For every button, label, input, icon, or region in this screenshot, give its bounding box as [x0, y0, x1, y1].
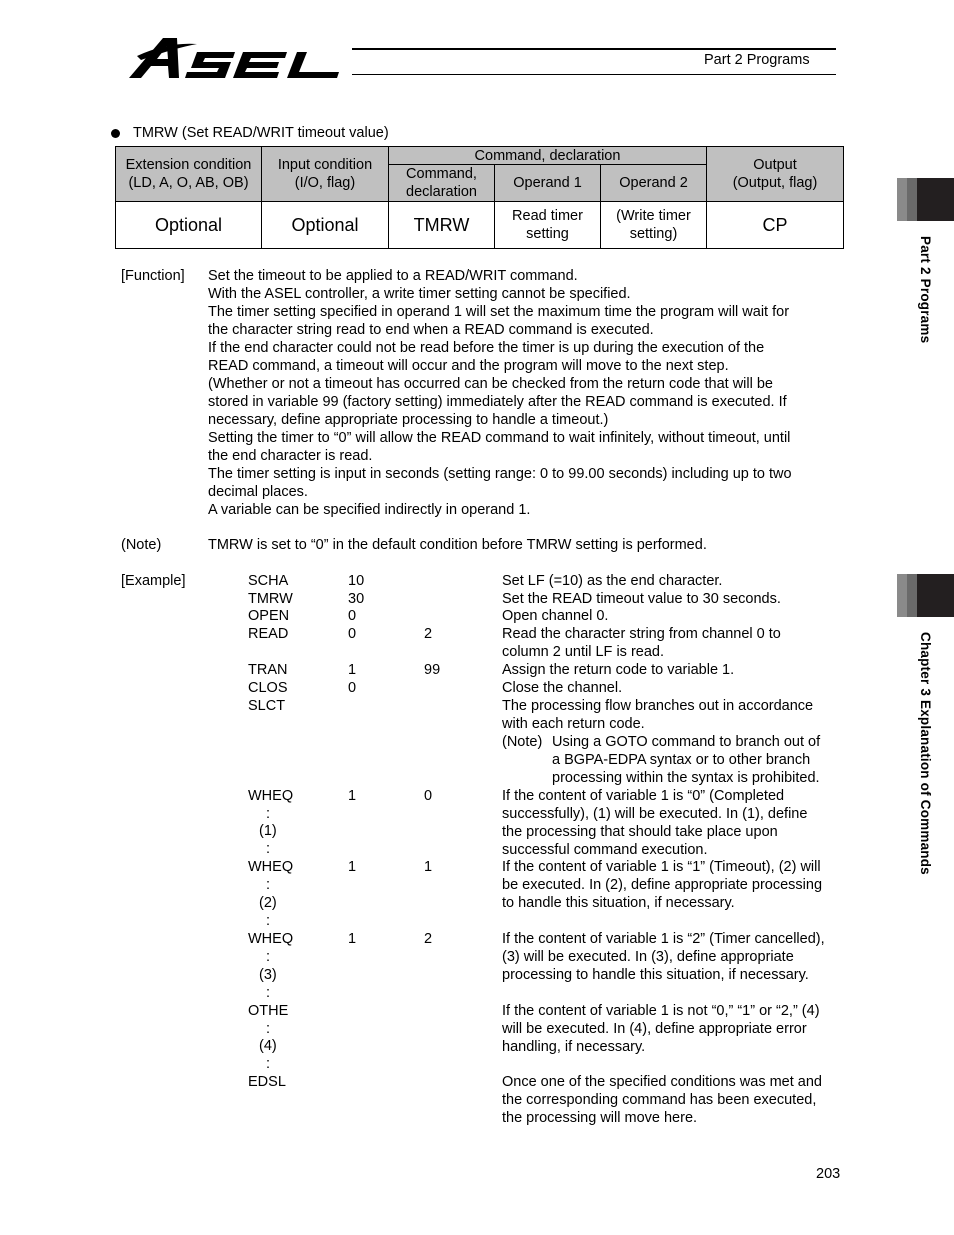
- example-cmd: SCHA: [248, 573, 289, 589]
- example-op2: 99: [424, 662, 441, 678]
- example-desc: Assign the return code to variable 1.: [502, 662, 735, 678]
- example-op2: 1: [424, 859, 433, 875]
- slct-note-label: (Note): [502, 734, 543, 750]
- header-rule-top: [352, 48, 836, 50]
- example-desc: Once one of the specified conditions was met and the corresponding command has been executed, the processing will move here.: [502, 1074, 822, 1126]
- command-table: [115, 146, 844, 249]
- colon: :: [266, 877, 271, 893]
- example-cmd: SLCT: [248, 698, 286, 714]
- function-label: [Function]: [121, 268, 185, 284]
- example-desc: The processing flow branches out in accordance with each return code.: [502, 698, 814, 732]
- example-cmd: TRAN: [248, 662, 288, 678]
- example-cmd: EDSL: [248, 1074, 286, 1090]
- example-cmd: READ: [248, 626, 289, 642]
- placeholder: (4): [259, 1038, 277, 1054]
- asel-logo: [127, 34, 349, 82]
- example-label: [Example]: [121, 573, 186, 589]
- example-op1: 1: [348, 859, 357, 875]
- side-label-chapter: Chapter 3 Explanation of Commands: [918, 632, 933, 875]
- example-op2: 0: [424, 788, 433, 804]
- example-op1: 0: [348, 680, 357, 696]
- note-text: TMRW is set to “0” in the default condition before TMRW setting is performed.: [208, 537, 707, 553]
- header-operand-2: Operand 2: [600, 164, 707, 202]
- example-cmd: WHEQ: [248, 859, 294, 875]
- example-desc: If the content of variable 1 is “2” (Timer cancelled), (3) will be executed. In (3), define appropriate processing to handle this situation, if necessary.: [502, 931, 825, 983]
- cell-command: TMRW: [388, 201, 495, 249]
- example-desc: Open channel 0.: [502, 608, 609, 624]
- colon: :: [266, 1056, 271, 1072]
- slct-note-text: Using a GOTO command to branch out of a BGPA-EDPA syntax or to other branch processing within the syntax is prohibited.: [552, 734, 821, 786]
- example-op1: 10: [348, 573, 365, 589]
- side-label-part: Part 2 Programs: [918, 236, 933, 344]
- placeholder: (3): [259, 967, 277, 983]
- example-desc: Read the character string from channel 0 to column 2 until LF is read.: [502, 626, 781, 660]
- example-op1: 1: [348, 662, 357, 678]
- header-extension-condition: Extension condition (LD, A, O, AB, OB): [115, 146, 262, 202]
- header-operand-1: Operand 1: [494, 164, 601, 202]
- cell-extension: Optional: [115, 201, 262, 249]
- example-cmd: WHEQ: [248, 931, 294, 947]
- header-command: Command, declaration: [388, 164, 495, 202]
- example-desc: Set LF (=10) as the end character.: [502, 573, 723, 589]
- example-desc: If the content of variable 1 is “1” (Timeout), (2) will be executed. In (2), define appropriate processing to handle this situation, if necessary.: [502, 859, 823, 911]
- example-op2: 2: [424, 626, 433, 642]
- header-input-condition: Input condition (I/O, flag): [261, 146, 389, 202]
- colon: :: [266, 913, 271, 929]
- side-tab-part: [897, 178, 954, 221]
- example-op1: 0: [348, 626, 357, 642]
- example-cmd: OTHE: [248, 1003, 289, 1019]
- header-section: Part 2 Programs: [704, 52, 810, 68]
- example-op1: 1: [348, 788, 357, 804]
- placeholder: (2): [259, 895, 277, 911]
- header-rule-bottom: [352, 74, 836, 75]
- colon: :: [266, 985, 271, 1001]
- page-number: 203: [816, 1166, 841, 1182]
- colon: :: [266, 806, 271, 822]
- header-command-group: Command, declaration: [388, 146, 707, 165]
- colon: :: [266, 1021, 271, 1037]
- example-desc: Close the channel.: [502, 680, 623, 696]
- example-desc: If the content of variable 1 is not “0,” “1” or “2,” (4) will be executed. In (4), define appropriate error handling, if necessary.: [502, 1003, 820, 1055]
- example-op2: 2: [424, 931, 433, 947]
- bullet-icon: [111, 129, 120, 138]
- note-label: (Note): [121, 537, 162, 553]
- example-cmd: CLOS: [248, 680, 288, 696]
- example-cmd: TMRW: [248, 591, 293, 607]
- example-cmd: WHEQ: [248, 788, 294, 804]
- example-desc: If the content of variable 1 is “0” (Completed successfully), (1) will be executed. In (1), define the processing that should take place upon successful command execution.: [502, 788, 808, 858]
- placeholder: (1): [259, 823, 277, 839]
- example-op1: 0: [348, 608, 357, 624]
- cell-operand-2: (Write timer setting): [600, 201, 707, 249]
- cell-operand-1: Read timer setting: [494, 201, 601, 249]
- example-op1: 30: [348, 591, 365, 607]
- header-output: Output (Output, flag): [706, 146, 844, 202]
- colon: :: [266, 949, 271, 965]
- function-text: Set the timeout to be applied to a READ/WRIT command. With the ASEL controller, a write timer setting cannot be specified. The timer setting specified in operand 1 will set the maximum time the program will wait for the character string read to end when a READ command is executed. If the end character could not be read before the timer is up during the execution of the READ command, a timeout will occur and the program will move to the next step. (Whether or not a timeout has occurred can be checked from the return code that will be stored in variable 99 (factory setting) immediately after the READ command is executed. If necessary, define appropriate processing to handle a timeout.) Setting the timer to “0” will allow the READ command to wait infinitely, without timeout, until the end character is read. The timer setting is input in seconds (setting range: 0 to 99.00 seconds) including up to two decimal places. A variable can be specified indirectly in operand 1.: [208, 268, 792, 518]
- cell-output: CP: [706, 201, 844, 249]
- colon: :: [266, 841, 271, 857]
- example-desc: Set the READ timeout value to 30 seconds.: [502, 591, 781, 607]
- side-tab-chapter: [897, 574, 954, 617]
- example-op1: 1: [348, 931, 357, 947]
- cell-input: Optional: [261, 201, 389, 249]
- example-cmd: OPEN: [248, 608, 290, 624]
- section-title: TMRW (Set READ/WRIT timeout value): [133, 125, 389, 141]
